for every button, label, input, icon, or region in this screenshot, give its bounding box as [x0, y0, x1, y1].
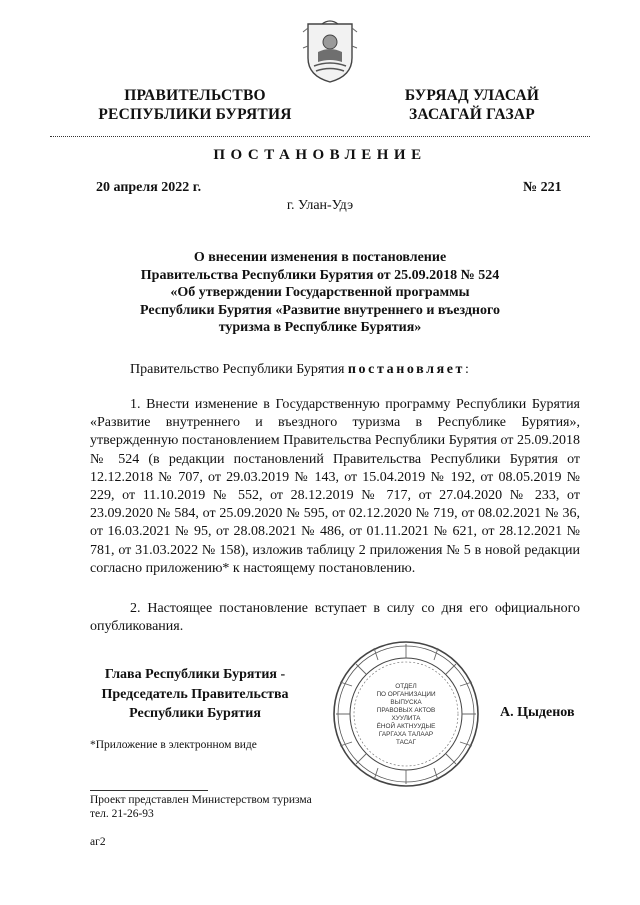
document-number: № 221 [523, 180, 562, 195]
paragraph-2: 2. Настоящее постановление вступает в силу со дня его официального опубликования. [90, 601, 580, 635]
government-name-line: РЕСПУБЛИКИ БУРЯТИЯ [98, 106, 292, 123]
seal-text-line: ВЫПУСКА [390, 699, 422, 706]
document-type: ПОСТАНОВЛЕНИЕ [213, 147, 427, 163]
title-line: О внесении изменения в постановление [193, 250, 447, 265]
seal-text-line: ПРАВОВЫХ АКТОВ [376, 707, 436, 714]
header-divider [50, 136, 590, 137]
title-line: Правительства Республики Бурятия от 25.09.2018 № 524 [140, 267, 500, 283]
official-seal-stamp [330, 638, 482, 790]
decree-word: постановляет [347, 362, 466, 377]
decree-prefix: Правительство Республики Бурятия [130, 362, 348, 377]
footer-phone: тел. 21-26-93 [90, 808, 154, 820]
seal-text-line: ЁНОЙ АКТНУУДЫЕ [376, 723, 436, 730]
title-line: «Об утверждении Государственной программы [170, 285, 470, 300]
government-name-russian [80, 86, 310, 124]
document-date: 20 апреля 2022 г. [96, 180, 202, 195]
appendix-note: *Приложение в электронном виде [90, 739, 257, 751]
document-title [110, 249, 530, 337]
government-name-buryat [382, 86, 562, 124]
position-line: Глава Республики Бурятия - [104, 667, 286, 682]
title-line: туризма в Республике Бурятия» [218, 320, 422, 335]
signatory-name: А. Цыденов [500, 705, 575, 720]
coat-of-arms-icon [300, 18, 360, 84]
seal-text-line: ОТДЕЛ [395, 683, 417, 690]
signatory-position [80, 665, 310, 724]
position-line: Председатель Правительства [101, 686, 289, 702]
seal-text-line: ГАРГАХА ТАЛААР [378, 731, 434, 738]
decree-statement [130, 362, 469, 378]
footer-project-note: Проект представлен Министерством туризма [90, 794, 312, 806]
document-city: г. Улан-Удэ [286, 198, 354, 213]
government-name-line: БУРЯАД УЛАСАЙ [404, 87, 540, 104]
title-line: Республики Бурятия «Развитие внутреннего и въездного [139, 302, 500, 318]
position-line: Республики Бурятия [129, 706, 261, 721]
government-name-line: ЗАСАГАЙ ГАЗАР [409, 106, 535, 123]
footer-divider [90, 790, 208, 791]
footer-code: аг2 [90, 836, 106, 848]
seal-text-line: ПО ОРГАНИЗАЦИИ [376, 691, 436, 698]
seal-text-line: ТАСАГ [395, 739, 417, 746]
government-name-line: ПРАВИТЕЛЬСТВО [124, 87, 266, 104]
paragraph-1: 1. Внести изменение в Государственную программу Республики Бурятия «Развитие внутреннего и въездного туризма в Республике Бурятия», утвержденную постановлением Правительства Республики Бурятия от 25.09.2018 № 524 (в редакции постановлений Правительства Республики Бурятия от 12.12.2018 № 707, от 29.03.2019 № 143, от 15.04.2019 № 192, от 08.05.2019 № 229, от 11.10.2019 № 552, от 28.12.2019 № 717, от 27.04.2020 № 233, от 23.09.2020 № 584, от 25.09.2020 № 595, от 02.12.2020 № 719, от 08.02.2021 № 36, от 16.03.2021 № 95, от 28.08.2021 № 486, от 01.11.2021 № 621, от 28.12.2021 № 781, от 31.03.2022 № 158), изложив таблицу 2 приложения № 5 в новой редакции согласно приложению* к настоящему постановлению. [90, 397, 580, 576]
decree-suffix: : [465, 362, 469, 377]
seal-text-line: ХУУЛИТА [391, 715, 421, 722]
